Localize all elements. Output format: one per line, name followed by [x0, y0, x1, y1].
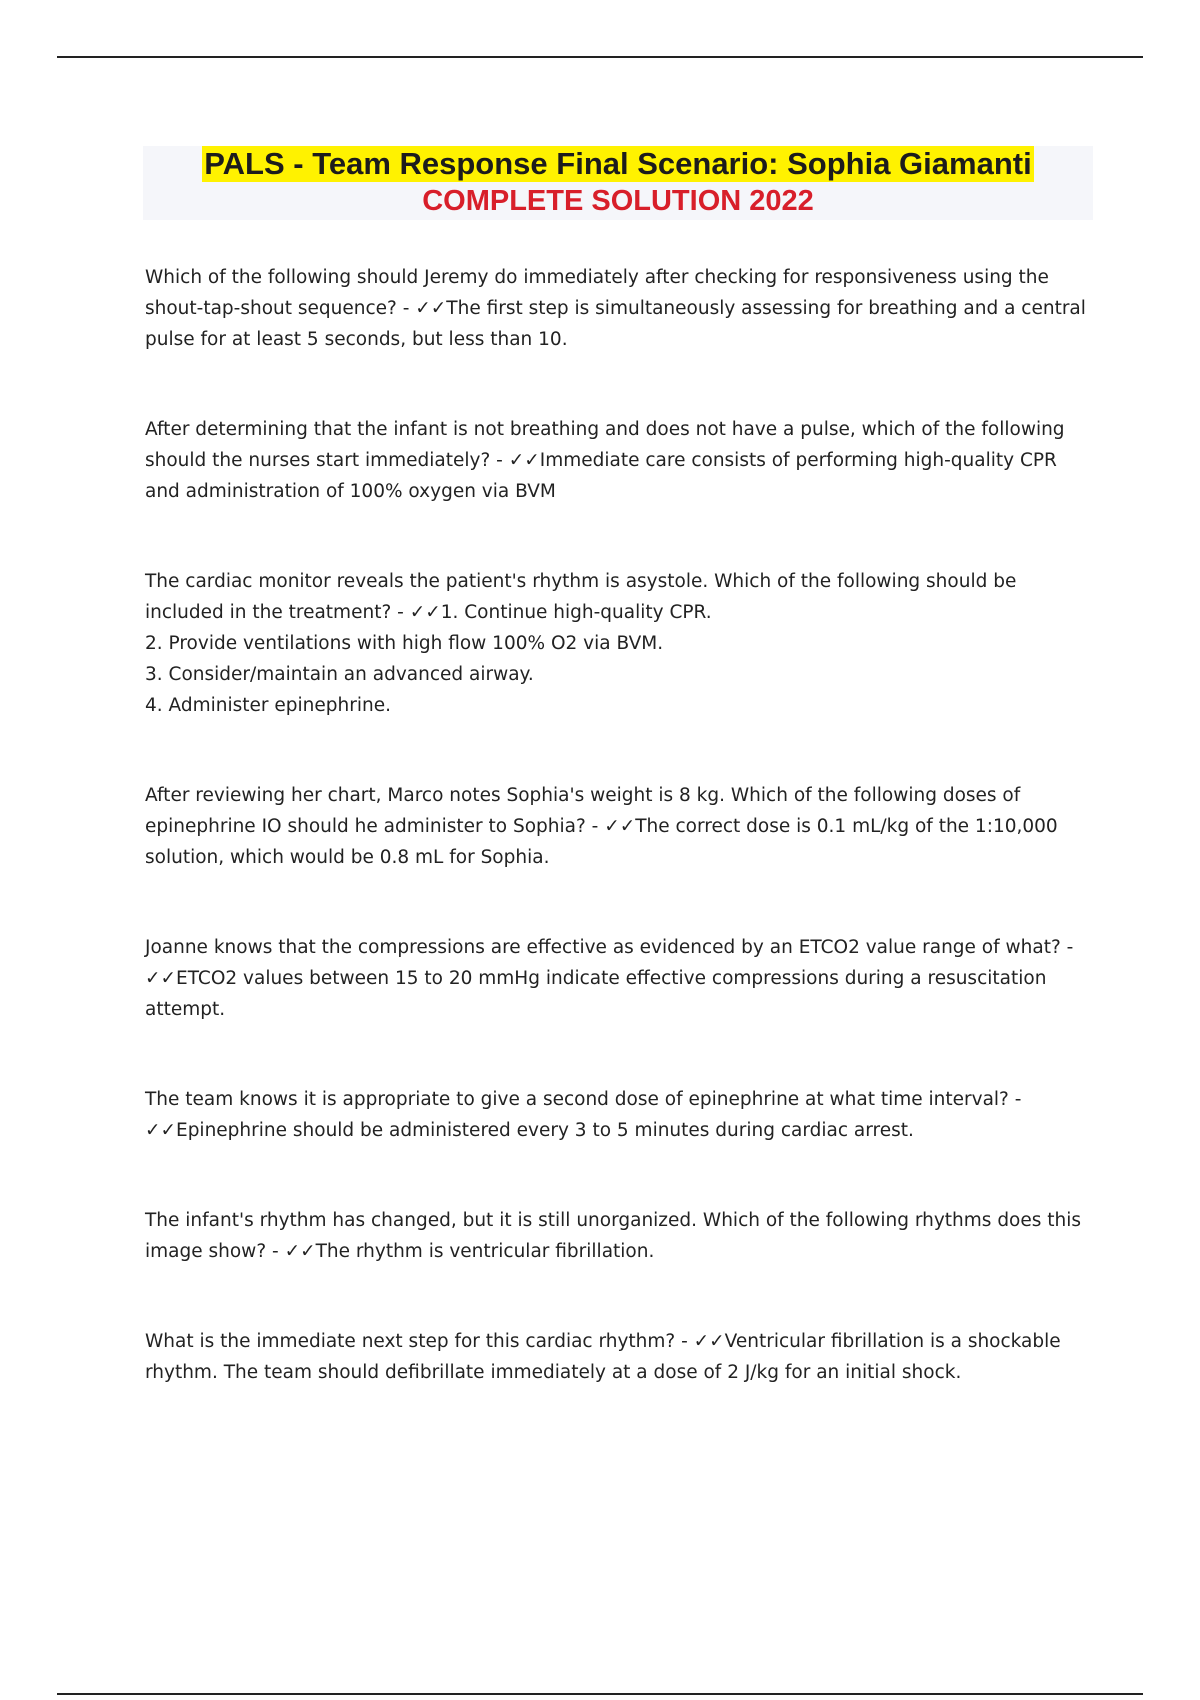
qa-text: Joanne knows that the compressions are effective as evidenced by an ETCO2 value range of what? - ✓✓ETCO2 values between 15 to 20 mmHg indicate effective compressions during a resuscitation attempt. — [145, 937, 1074, 1020]
qa-step: 2. Provide ventilations with high flow 100% O2 via BVM. — [145, 633, 664, 654]
qa-text: Which of the following should Jeremy do immediately after checking for responsiveness using the shout-tap-shout sequence? - ✓✓The first step is simultaneously assessing for breathing and a central pulse for at least 5 seconds, but less than 10. — [145, 267, 1086, 350]
qa-item — [145, 262, 1090, 355]
qa-text: What is the immediate next step for this cardiac rhythm? - ✓✓Ventricular fibrillation is a shockable rhythm. The team should defibrillate immediately at a dose of 2 J/kg for an initial shock. — [145, 1331, 1061, 1383]
title-block — [143, 146, 1093, 220]
qa-text: The infant's rhythm has changed, but it is still unorganized. Which of the following rhythms does this image show? - ✓✓The rhythm is ventricular fibrillation. — [145, 1210, 1082, 1262]
qa-item — [145, 414, 1090, 507]
qa-item — [145, 1084, 1090, 1146]
qa-text: After reviewing her chart, Marco notes Sophia's weight is 8 kg. Which of the following doses of epinephrine IO should he administer to Sophia? - ✓✓The correct dose is 0.1 mL/kg of the 1:10,000 solution, which would be 0.8 mL for Sophia. — [145, 785, 1058, 868]
header-rule — [57, 56, 1143, 58]
qa-step: 4. Administer epinephrine. — [145, 695, 391, 716]
footer-rule — [57, 1693, 1143, 1695]
qa-item — [145, 1326, 1090, 1388]
qa-item — [145, 780, 1090, 873]
qa-text: The cardiac monitor reveals the patient's rhythm is asystole. Which of the following should be included in the treatment? - ✓✓1. Continue high-quality CPR. — [145, 571, 1017, 623]
qa-step: 3. Consider/maintain an advanced airway. — [145, 664, 534, 685]
qa-item — [145, 1205, 1090, 1267]
qa-item — [145, 932, 1090, 1025]
qa-list — [145, 262, 1090, 1388]
qa-item — [145, 566, 1090, 721]
document-title: PALS - Team Response Final Scenario: Sophia Giamanti — [204, 146, 1032, 181]
qa-text: The team knows it is appropriate to give a second dose of epinephrine at what time interval? - ✓✓Epinephrine should be administered every 3 to 5 minutes during cardiac arrest. — [145, 1089, 1022, 1141]
qa-text: After determining that the infant is not breathing and does not have a pulse, which of the following should the nurses start immediately? - ✓✓Immediate care consists of performing high-quality CPR and administration of 100% oxygen via BVM — [145, 419, 1065, 502]
document-subtitle: COMPLETE SOLUTION 2022 — [422, 185, 814, 217]
